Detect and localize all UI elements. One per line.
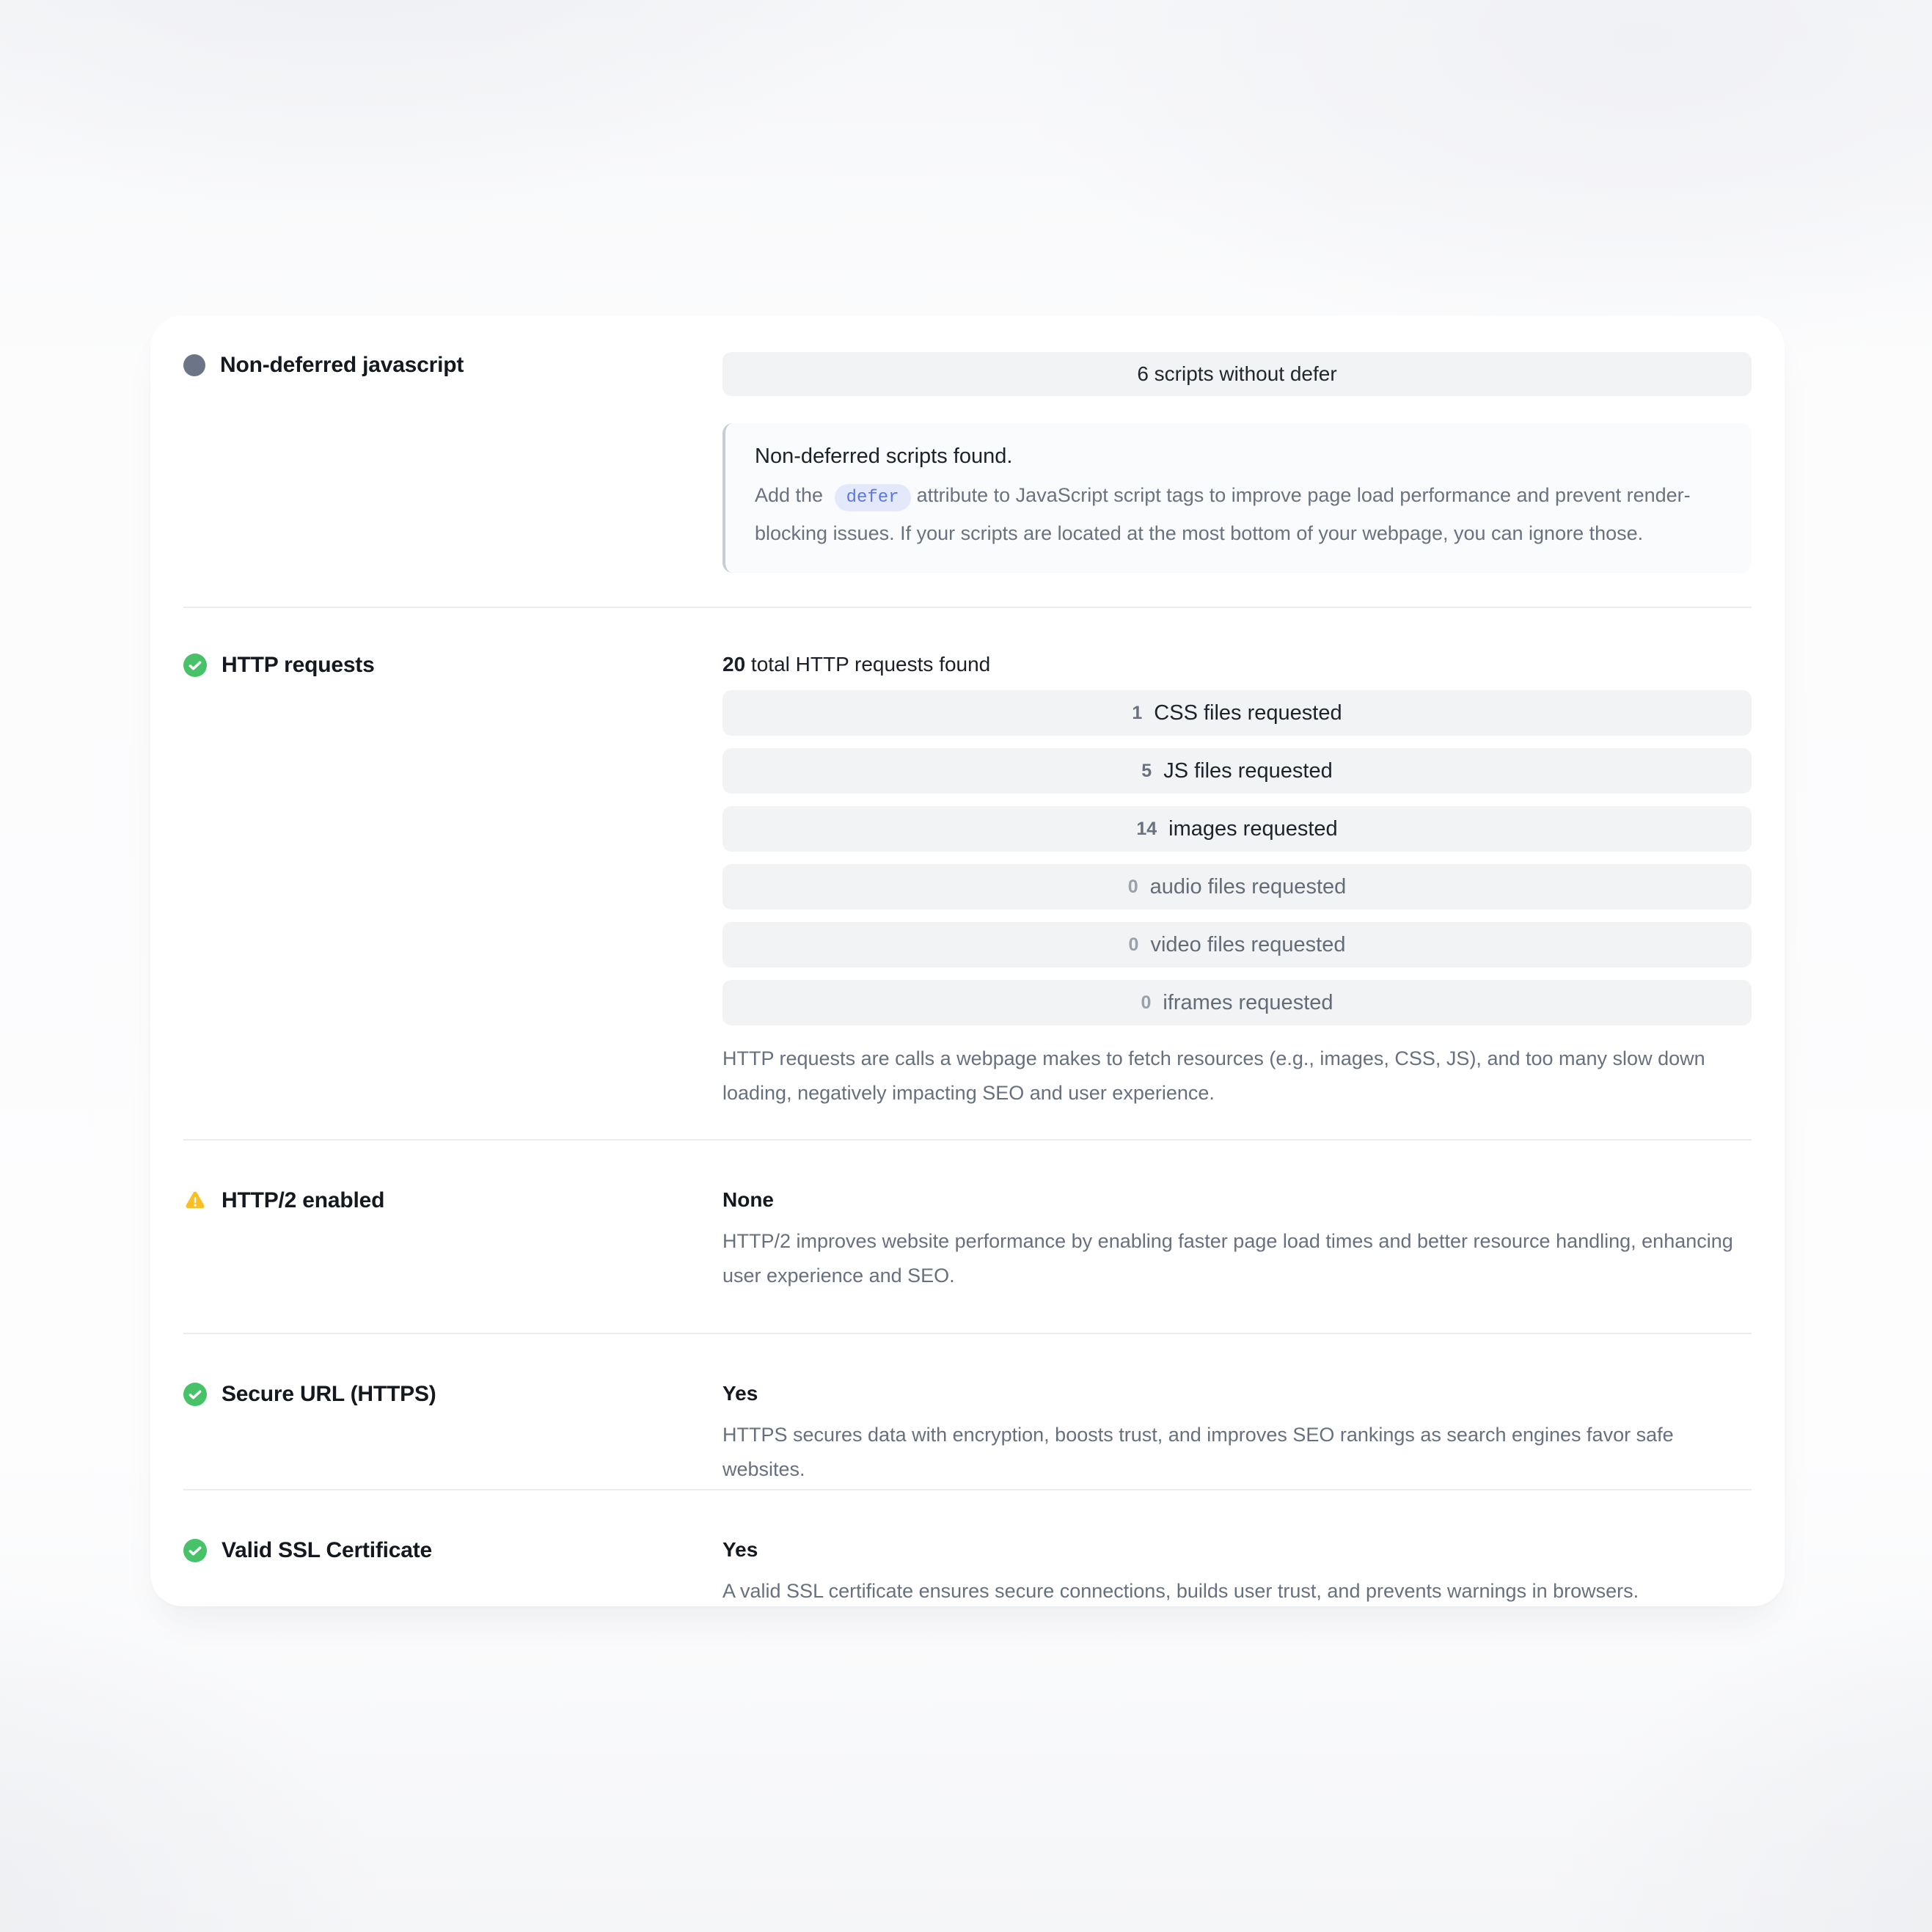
audit-report-card <box>150 315 1785 1606</box>
request-label: audio files requested <box>1149 874 1347 899</box>
request-label: video files requested <box>1150 932 1346 956</box>
section-http-requests <box>183 607 1752 1139</box>
section-http2-enabled <box>183 1139 1752 1333</box>
warning-icon <box>183 1189 207 1212</box>
section-label: Non-deferred javascript <box>220 353 464 377</box>
section-secure-url <box>183 1333 1752 1489</box>
request-count: 14 <box>1136 818 1157 839</box>
section-description: HTTP requests are calls a webpage makes to fetch resources (e.g., images, CSS, JS), and too many slow down loading, negatively impacting SEO and user experience. <box>722 1047 1705 1104</box>
request-bar-images[interactable] <box>722 806 1752 852</box>
section-label: Valid SSL Certificate <box>222 1538 433 1562</box>
check-icon <box>183 654 207 677</box>
request-label: images requested <box>1168 816 1338 841</box>
summary-badge-label: 6 scripts without defer <box>1137 362 1337 385</box>
summary-badge[interactable] <box>722 352 1752 396</box>
dot-icon <box>183 354 205 376</box>
section-value: Yes <box>722 1538 758 1561</box>
request-bars <box>722 690 1752 1025</box>
check-icon <box>183 1539 207 1562</box>
defer-code-chip: defer <box>835 484 911 511</box>
request-label: CSS files requested <box>1154 700 1342 725</box>
request-count: 1 <box>1132 702 1143 723</box>
request-bar-audio[interactable] <box>722 864 1752 910</box>
callout <box>722 423 1752 573</box>
request-count: 0 <box>1128 934 1139 955</box>
section-valid-ssl <box>183 1489 1752 1606</box>
callout-body: Add the defer attribute to JavaScript script tags to improve page load performance and prevent render-blocking issues. If your scripts are located at the most bottom of your webpage, you can ignore those. <box>755 484 1691 544</box>
section-label: Secure URL (HTTPS) <box>222 1382 436 1406</box>
request-bar-video[interactable] <box>722 922 1752 967</box>
section-description: HTTP/2 improves website performance by enabling faster page load times and better resource handling, enhancing user experience and SEO. <box>722 1230 1733 1287</box>
request-bar-css[interactable] <box>722 690 1752 736</box>
section-description: HTTPS secures data with encryption, boosts trust, and improves SEO rankings as search engines favor safe websites. <box>722 1424 1674 1480</box>
section-value: None <box>722 1188 774 1211</box>
request-label: iframes requested <box>1163 990 1333 1014</box>
request-count: 5 <box>1141 760 1152 781</box>
requests-total: 20 total HTTP requests found <box>722 653 991 676</box>
request-count: 0 <box>1141 992 1152 1013</box>
section-label: HTTP/2 enabled <box>222 1188 385 1212</box>
request-count: 0 <box>1127 876 1138 897</box>
section-value: Yes <box>722 1382 758 1405</box>
callout-title: Non-deferred scripts found. <box>755 444 1013 468</box>
section-label: HTTP requests <box>222 653 375 677</box>
request-label: JS files requested <box>1163 758 1333 783</box>
section-non-deferred-javascript <box>183 315 1752 607</box>
request-bar-js[interactable] <box>722 748 1752 794</box>
section-description: A valid SSL certificate ensures secure connections, builds user trust, and prevents warnings in browsers. <box>722 1580 1639 1602</box>
check-icon <box>183 1383 207 1406</box>
request-bar-iframes[interactable] <box>722 980 1752 1025</box>
